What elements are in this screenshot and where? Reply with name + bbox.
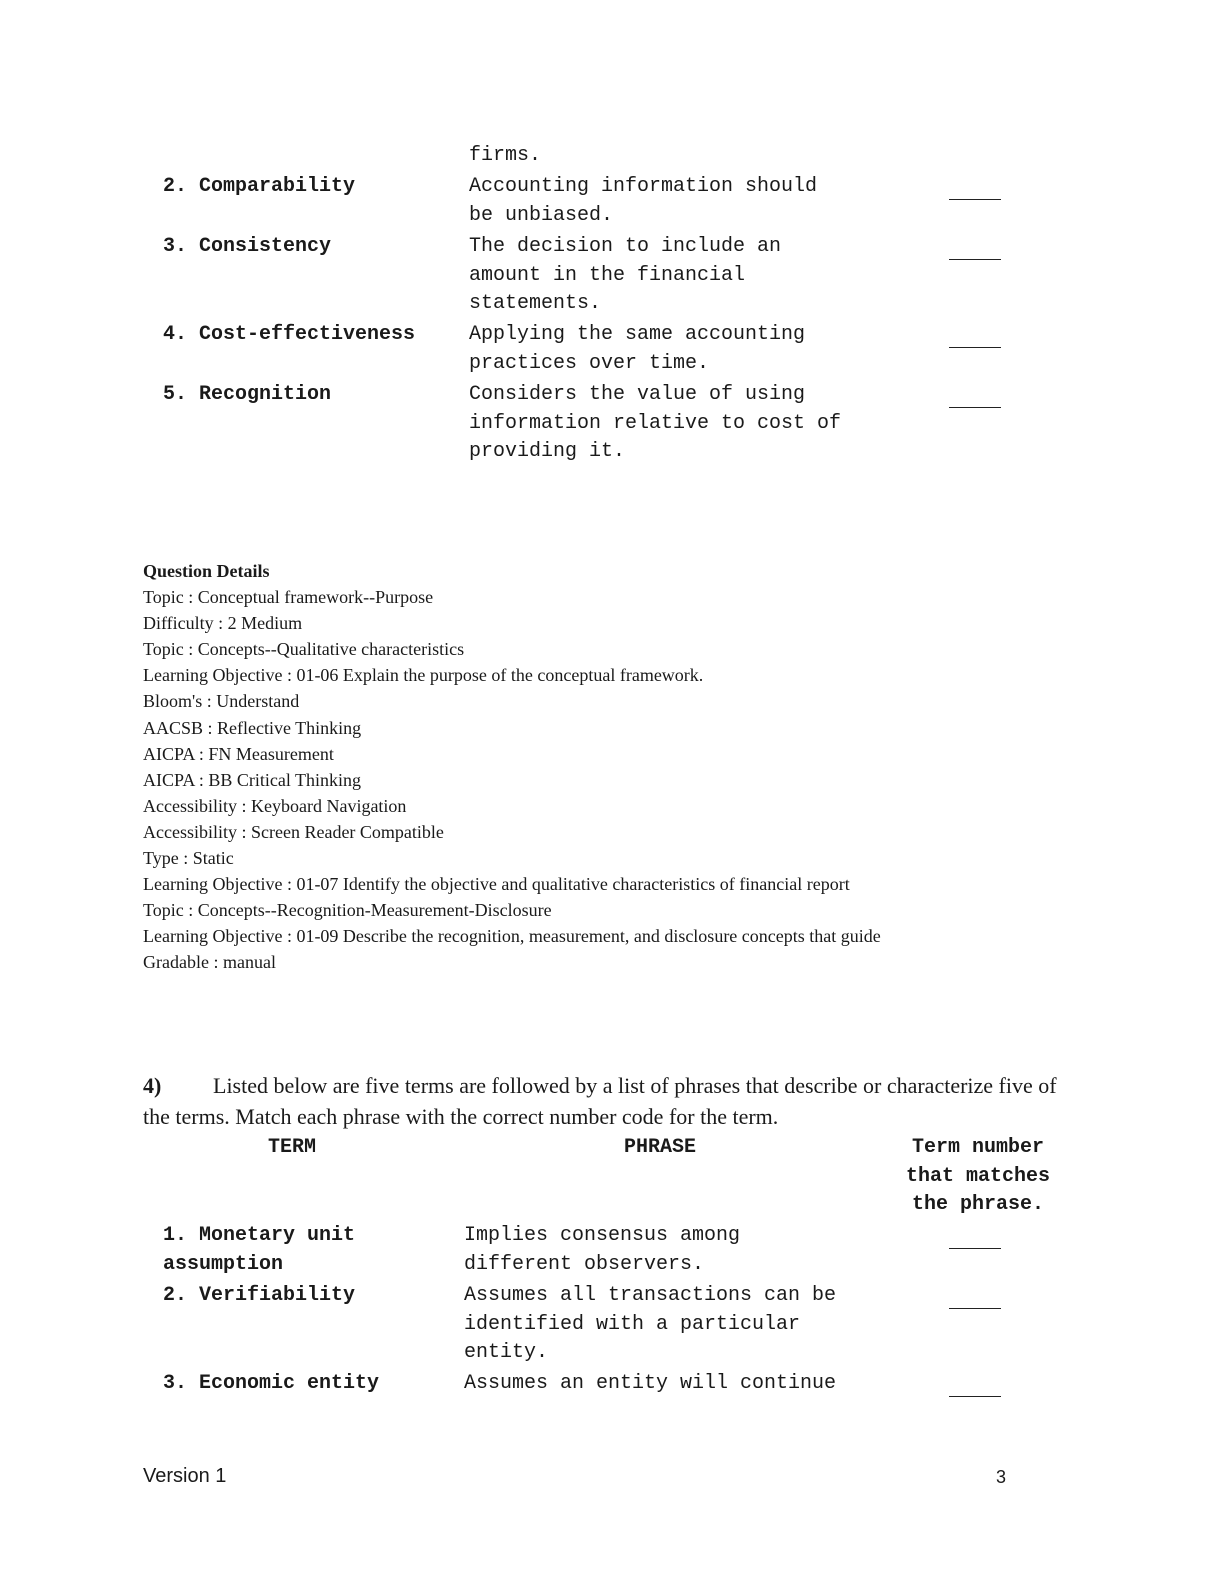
detail-line: Type : Static (143, 848, 234, 869)
page-number: 3 (996, 1467, 1007, 1487)
term-label: 4. Cost-effectiveness (163, 323, 416, 346)
footer-version: Version 1 (143, 1465, 227, 1487)
detail-line: Topic : Concepts--Qualitative characteristics (143, 639, 465, 660)
term-label: 3. Consistency (163, 235, 332, 258)
term-label: 2. Comparability (163, 175, 356, 198)
column-header-match: Term number that matches the phrase. (905, 1136, 1051, 1216)
detail-line: Accessibility : Screen Reader Compatible (143, 821, 444, 842)
phrase-text: Accounting information should be unbiased. (469, 175, 818, 227)
question-text: Listed below are five terms are followed by a list of phrases that describe or characterize five of the terms. Match each phrase with the correct number code for the term. (143, 1073, 1057, 1129)
detail-line: Topic : Conceptual framework--Purpose (143, 587, 434, 608)
detail-line: Learning Objective : 01-07 Identify the objective and qualitative characteristics of financial report (143, 874, 850, 895)
detail-line: Learning Objective : 01-09 Describe the recognition, measurement, and disclosure concepts that guide (143, 926, 881, 947)
detail-line: Accessibility : Keyboard Navigation (143, 795, 407, 816)
term-label: 2. Verifiability (163, 1284, 356, 1307)
answer-blank[interactable] (949, 407, 1001, 408)
phrase-text: Assumes an entity will continue (464, 1372, 837, 1395)
term-label: 5. Recognition (163, 383, 332, 406)
term-label: 3. Economic entity (163, 1372, 380, 1395)
column-header-term: TERM (267, 1136, 316, 1159)
detail-line: AACSB : Reflective Thinking (143, 717, 362, 738)
phrase-continuation: firms. (469, 144, 542, 167)
phrase-text: Considers the value of using information relative to cost of providing it. (469, 383, 842, 463)
answer-blank[interactable] (949, 347, 1001, 348)
question-details (143, 558, 1103, 976)
column-header-phrase: PHRASE (623, 1136, 696, 1159)
question-4-prompt (143, 1070, 1083, 1132)
answer-blank[interactable] (949, 1248, 1001, 1249)
question-number: 4) (143, 1073, 162, 1098)
detail-line: AICPA : BB Critical Thinking (143, 769, 362, 790)
phrase-text: Applying the same accounting practices over time. (469, 323, 806, 375)
answer-blank[interactable] (949, 1396, 1001, 1397)
phrase-text: Implies consensus among different observers. (464, 1224, 741, 1276)
detail-line: AICPA : FN Measurement (143, 743, 334, 764)
detail-line: Topic : Concepts--Recognition-Measurement-Disclosure (143, 900, 552, 921)
question-details-heading: Question Details (143, 561, 270, 581)
phrase-text: Assumes all transactions can be identified with a particular entity. (464, 1284, 837, 1364)
answer-blank[interactable] (949, 199, 1001, 200)
answer-blank[interactable] (949, 1308, 1001, 1309)
answer-blank[interactable] (949, 259, 1001, 260)
detail-line: Gradable : manual (143, 952, 276, 973)
detail-line: Difficulty : 2 Medium (143, 613, 303, 634)
phrase-text: The decision to include an amount in the financial statements. (469, 235, 782, 315)
detail-line: Learning Objective : 01-06 Explain the purpose of the conceptual framework. (143, 665, 704, 686)
detail-line: Bloom's : Understand (143, 691, 300, 712)
term-label: 1. Monetary unit assumption (163, 1224, 356, 1276)
